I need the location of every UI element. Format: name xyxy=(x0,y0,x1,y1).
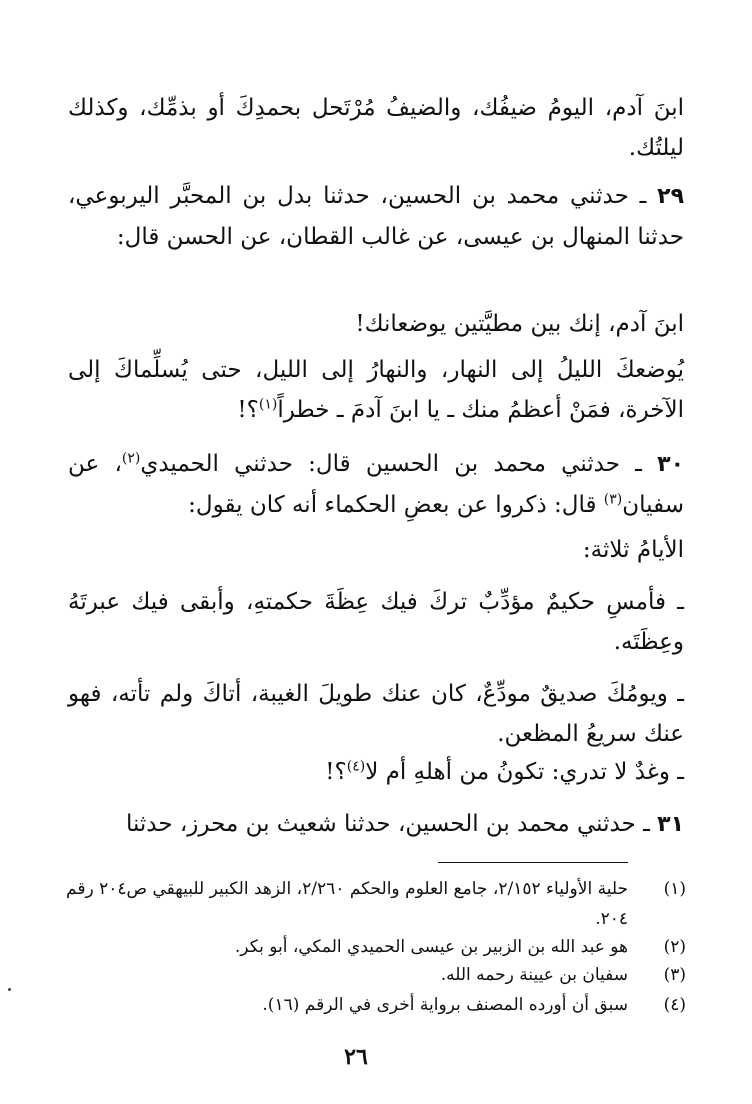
entry-number: ٢٩ xyxy=(657,184,685,209)
footnote-4 xyxy=(66,990,686,1020)
footnote-number: (٢) xyxy=(663,937,686,957)
page-number: ٢٦ xyxy=(344,1044,368,1070)
punctuation: ؟! xyxy=(325,759,347,785)
paragraph-text: ابنَ آدم، اليومُ ضيفُك، والضيفُ مُرْتَحل بحمدِكَ أو بذمِّك، وكذلك ليلتُك. xyxy=(68,95,684,161)
footnote-marker-1[interactable]: (١) xyxy=(258,396,278,413)
paragraph-text: يُوضعكَ الليلُ إلى النهار، والنهارُ إلى الليل، حتى يُسلِّماكَ إلى الآخرة، فمَنْ أعظمُ منك ـ يا ابنَ آدمَ ـ خطراً xyxy=(68,357,684,423)
paragraph-days-three xyxy=(68,530,684,570)
entry-text: ، عن سفيان xyxy=(68,451,684,518)
entry-text: ـ حدثني محمد بن الحسين، حدثنا بدل بن المحبَّر اليربوعي، حدثنا المنهال بن عيسى، عن غالب القطان، عن الحسن قال: xyxy=(68,183,684,250)
entry-31 xyxy=(68,804,684,845)
margin-dot xyxy=(8,988,11,991)
paragraph-text: الأيامُ ثلاثة: xyxy=(582,537,684,563)
paragraph-two-mounts xyxy=(68,304,684,344)
footnote-number: (٤) xyxy=(663,995,686,1015)
entry-29 xyxy=(68,176,684,257)
paragraph-today xyxy=(68,674,684,754)
punctuation: ؟! xyxy=(237,397,259,423)
paragraph-text: ـ وغدٌ لا تدري: تكونُ من أهلهِ أم لا xyxy=(365,759,684,785)
footnote-text: حلية الأولياء ٢/١٥٢، جامع العلوم والحكم ٢/٢٦٠، الزهد الكبير للبيهقي ص٢٠٤ رقم ٢٠٤. xyxy=(66,879,628,929)
paragraph-text: ـ فأمسِ حكيمٌ مؤدِّبٌ تركَ فيك عِظَةَ حكمتهِ، وأبقى فيك عبرتَهُ وعِظَتَه. xyxy=(68,589,684,655)
paragraph-intro xyxy=(68,88,684,168)
paragraph-yesterday xyxy=(68,582,684,662)
footnote-divider xyxy=(438,862,628,863)
footnote-3 xyxy=(66,960,686,990)
entry-number: ٣٠ xyxy=(657,452,685,477)
paragraph-text: ابنَ آدم، إنك بين مطيَّتين يوضعانك! xyxy=(355,311,684,337)
paragraph-tomorrow xyxy=(68,752,684,792)
footnote-1 xyxy=(66,874,686,934)
entry-text: ـ حدثني محمد بن الحسين، حدثنا شعيث بن محرز، حدثنا xyxy=(125,811,650,837)
entry-text: قال: ذكروا عن بعضِ الحكماء أنه كان يقول: xyxy=(188,492,604,518)
footnote-marker-2[interactable]: (٢) xyxy=(121,450,141,467)
entry-number: ٣١ xyxy=(657,812,684,837)
paragraph-night-day xyxy=(68,350,684,430)
footnote-number: (٣) xyxy=(663,965,686,985)
footnote-text: هو عبد الله بن الزبير بن عيسى الحميدي المكي، أبو بكر. xyxy=(234,937,628,957)
footnote-2 xyxy=(66,932,686,962)
footnote-text: سبق أن أورده المصنف برواية أخرى في الرقم (١٦). xyxy=(262,995,628,1015)
footnote-number: (١) xyxy=(663,879,686,899)
entry-30 xyxy=(68,444,684,525)
footnote-text: سفيان بن عيينة رحمه الله. xyxy=(440,965,628,985)
entry-text: ـ حدثني محمد بن الحسين قال: حدثني الحميدي xyxy=(140,451,642,477)
footnote-marker-4[interactable]: (٤) xyxy=(346,758,366,775)
paragraph-text: ـ ويومُكَ صديقٌ مودِّعٌ، كان عنك طويلَ الغيبة، أتاكَ ولم تأته، فهو عنك سريعُ المظعن. xyxy=(68,681,684,747)
footnote-marker-3[interactable]: (٣) xyxy=(603,491,623,508)
